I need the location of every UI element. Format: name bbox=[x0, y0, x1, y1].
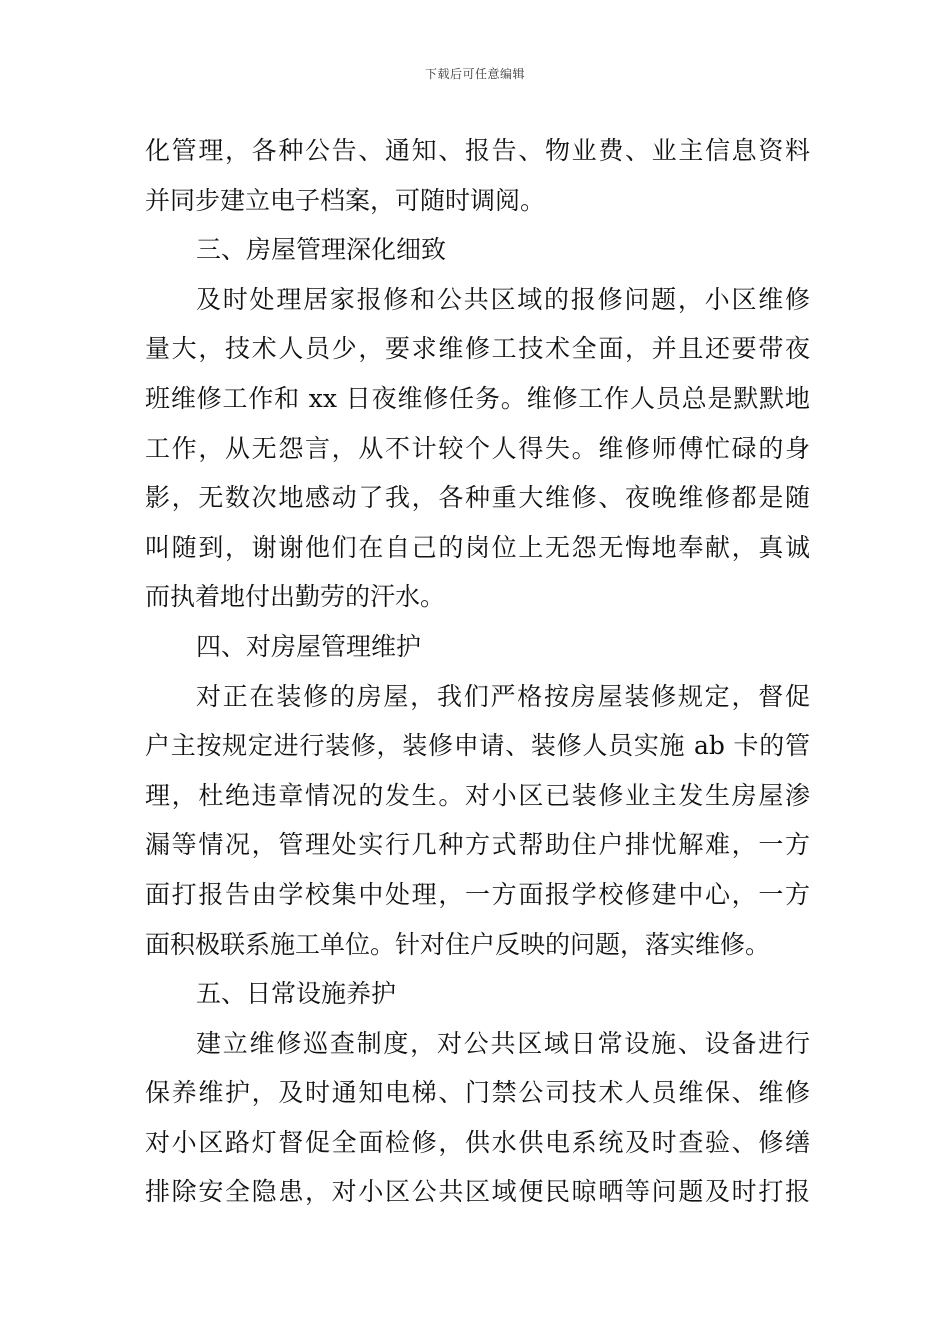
text-line: 影，无数次地感动了我，各种重大维修、夜晚维修都是随 bbox=[145, 483, 810, 513]
text-line: 而执着地付出勤劳的汗水。 bbox=[145, 582, 446, 612]
text-line: 工作，从无怨言，从不计较个人得失。维修师傅忙碌的身 bbox=[145, 433, 810, 463]
section-heading bbox=[145, 969, 810, 1019]
text-line: 户主按规定进行装修，装修申请、装修人员实施 ab 卡的管 bbox=[145, 731, 810, 761]
section-heading bbox=[145, 225, 810, 275]
document-body bbox=[145, 126, 810, 1217]
text-line: 面打报告由学校集中处理，一方面报学校修建中心，一方 bbox=[145, 879, 810, 909]
paragraph bbox=[145, 275, 810, 622]
paragraph bbox=[145, 126, 810, 225]
heading-text: 三、房屋管理深化细致 bbox=[196, 235, 447, 265]
page-header: 下载后可任意编辑 bbox=[424, 67, 525, 81]
text-line: 保养维护，及时通知电梯、门禁公司技术人员维保、维修 bbox=[145, 1078, 810, 1108]
text-line: 对小区路灯督促全面检修，供水供电系统及时查验、修缮 bbox=[145, 1127, 810, 1157]
text-line: 建立维修巡查制度，对公共区域日常设施、设备进行 bbox=[196, 1028, 810, 1058]
heading-text: 五、日常设施养护 bbox=[196, 979, 397, 1009]
paragraph bbox=[145, 672, 810, 970]
text-line: 叫随到，谢谢他们在自己的岗位上无怨无悔地奉献，真诚 bbox=[145, 532, 810, 562]
text-line: 并同步建立电子档案，可随时调阅。 bbox=[145, 185, 546, 215]
section-heading bbox=[145, 622, 810, 672]
paragraph bbox=[145, 1019, 810, 1217]
text-line: 量大，技术人员少，要求维修工技术全面，并且还要带夜 bbox=[145, 334, 810, 364]
text-line: 漏等情况，管理处实行几种方式帮助住户排忧解难，一方 bbox=[145, 830, 810, 860]
text-line: 及时处理居家报修和公共区域的报修问题，小区维修 bbox=[196, 284, 810, 314]
text-line: 班维修工作和 xx 日夜维修任务。维修工作人员总是默默地 bbox=[145, 383, 810, 413]
text-line: 排除安全隐患，对小区公共区域便民晾晒等问题及时打报 bbox=[145, 1177, 810, 1207]
text-line: 面积极联系施工单位。针对住户反映的问题，落实维修。 bbox=[145, 929, 771, 959]
text-line: 对正在装修的房屋，我们严格按房屋装修规定，督促 bbox=[196, 681, 810, 711]
heading-text: 四、对房屋管理维护 bbox=[196, 631, 422, 661]
text-line: 理，杜绝违章情况的发生。对小区已装修业主发生房屋渗 bbox=[145, 780, 810, 810]
text-line: 化管理，各种公告、通知、报告、物业费、业主信息资料 bbox=[145, 136, 810, 165]
